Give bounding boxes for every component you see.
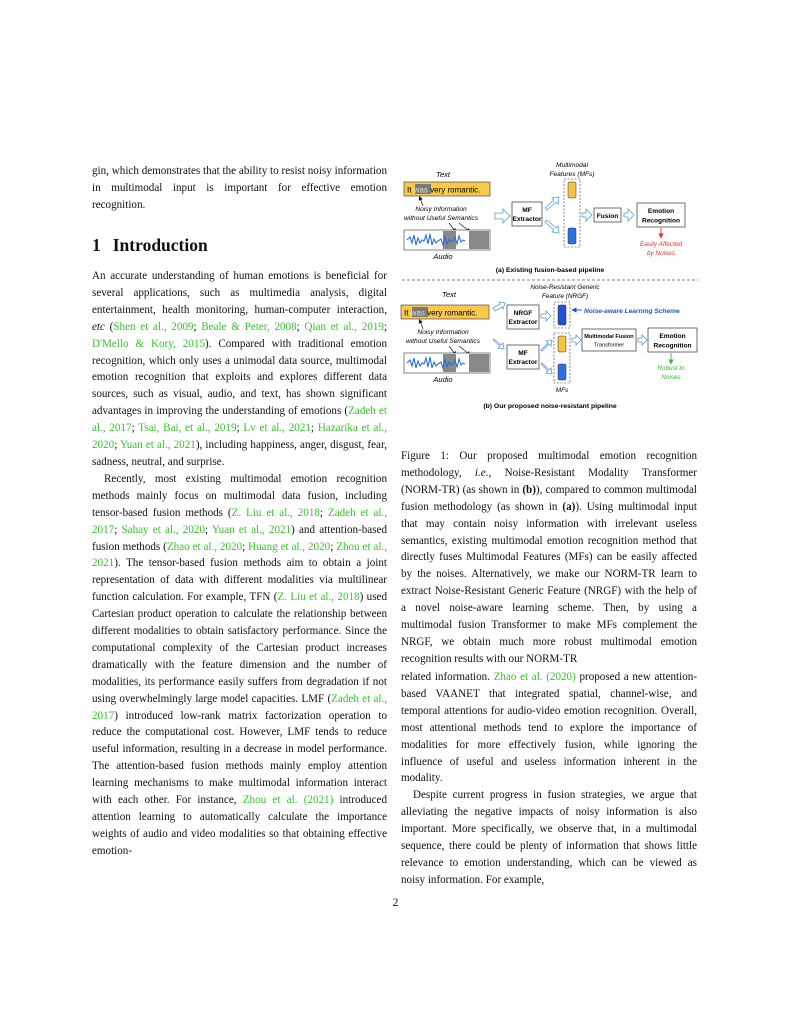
citation-link[interactable]: D'Mello & Kory, 2015 <box>92 337 205 350</box>
feature-yellow <box>568 182 576 198</box>
figure-1 <box>399 158 701 414</box>
feature-yellow <box>558 336 566 352</box>
citation-link[interactable]: Lv et al., 2021 <box>243 422 311 435</box>
panel-a <box>404 162 685 274</box>
noisy-info-label: Noisy Information <box>415 206 467 213</box>
paragraph-continued: related information. Zhao et al. (2020) proposed a new attention-based VAANET that integrated spatial, channel-wise, and temporal attentions for audio-video emotion recognition. Overall, most attentional methods tend to explore the importance of modalities for more effectively fusion, while ignoring the influence of useful and useless information inherent in the modality. <box>401 671 698 785</box>
citation-link[interactable]: Hazarika et al., 2020 <box>92 422 388 452</box>
mfs-label: MFs <box>555 387 569 394</box>
arrow-icon <box>624 209 634 221</box>
citation-link[interactable]: Qian et al., 2019 <box>304 320 384 333</box>
emotion-recognition-label: Emotion <box>659 333 686 340</box>
emotion-recognition-label: Emotion <box>647 208 675 215</box>
citation-link[interactable]: Yuan et al., 2021 <box>119 439 196 452</box>
subcaption-a: (a) Existing fusion-based pipeline <box>495 267 605 274</box>
arrow-icon <box>541 340 552 351</box>
text-label: Text <box>436 170 450 179</box>
sentence: It was very romantic. <box>407 185 481 195</box>
emotion-recognition-label: Recognition <box>641 217 681 225</box>
arrow-icon <box>541 311 551 321</box>
page-number: 2 <box>392 897 399 909</box>
arrow-icon <box>582 209 592 221</box>
arrow-icon <box>572 335 581 345</box>
fusion-label: Fusion <box>596 213 619 220</box>
arrow-icon <box>541 363 552 374</box>
mfs-label: Features (MFs) <box>549 171 595 178</box>
affected-label: by Noises <box>646 250 676 257</box>
robust-label: Noises <box>661 374 681 381</box>
panel-b <box>401 284 697 410</box>
citation-link[interactable]: Z. Liu et al., 2018 <box>231 506 320 519</box>
audio-noise <box>469 354 489 372</box>
arrow-icon <box>638 335 647 345</box>
paragraph-continued: gin, which demonstrates that the ability to resist noisy information in multimodal input is important for effective emotion recognition. <box>92 165 387 211</box>
figure-caption: Figure 1: Our proposed multimodal emotion recognition methodology, i.e., Noise-Resistant Modality Transformer (NORM-TR) (as shown in (b)), compared to common multimodal fusion methodology (as shown in (a)). Using multimodal input that may contain noisy information with irrelevant useless semantics, existing multimodal emotion recognition method that directly fuses Multimodal Features (MFs) can be easily affected by the noises. Alternatively, we make our NORM-TR learn to extract Noise-Resistant Generic Feature (NRGF) with the help of a novel noise-aware learning scheme. Then, by using a multimodal fusion Transformer to make MFs complement the NRGF, we obtain much more robust multimodal emotion recognition results with our NORM-TR <box>401 450 697 665</box>
nrgf-extractor-label: NRGF <box>513 310 533 317</box>
mf-extractor-label: MF <box>518 350 528 357</box>
audio-label: Audio <box>433 252 453 261</box>
fusion-transformer-label: Transformer <box>593 342 625 349</box>
right-column <box>401 669 697 889</box>
citation-link[interactable]: Z. Liu et al., 2018 <box>277 591 360 604</box>
emotion-recognition-label: Recognition <box>653 342 692 350</box>
feature-blue <box>558 364 566 380</box>
noisy-info-label: without Useful Semantics <box>403 215 479 222</box>
citation-link[interactable]: Beale & Peter, 2008 <box>201 320 297 333</box>
audio-label: Audio <box>433 375 453 384</box>
citation-link[interactable]: Yuan et al., 2021 <box>211 523 292 536</box>
arrow-icon <box>493 339 504 349</box>
mf-extractor-label: MF <box>522 207 532 214</box>
nrgf-label: Noise-Resistant Generic <box>530 284 600 291</box>
left-column <box>92 163 387 214</box>
arrow-icon <box>545 220 559 233</box>
noisy-info-label: Noisy Information <box>417 329 469 336</box>
arrow-icon <box>493 302 505 311</box>
nrgf-extractor-label: Extractor <box>508 319 538 326</box>
intro-paragraph-2: Recently, most existing multimodal emotion recognition methods mainly focus on multimodal data fusion, including tensor-based fusion methods (Z. Liu et al., 2018; Zadeh et al., 2017; Sahay et al., 2020; Yuan et al., 2021) and attention-based fusion methods (Zhao et al., 2020; Huang et al., 2020; Zhou et al., 2021). The tensor-based fusion methods aim to obtain a joint representation of data with different modalities via multilinear function calculation. For example, TFN (Z. Liu et al., 2018) used Cartesian product operation to calculate the relationship between different modalities to obtain satisfactory performance. Since the computational complexity of the Cartesian product increases dramatically with the feature dimension and the number of modalities, its performance easily suffers from degradation if not using overwhelmingly large model capacities. LMF (Zadeh et al., 2017) introduced low-rank matrix factorization operation to reduce the computational cost. However, LMF tends to reduce useful information, resulting in a decrease in model performance. The attention-based fusion methods mainly employ attention learning mechanisms to make multimodal information interact with each other. For instance, Zhou et al. (2021) introduced attention learning to automatically calculate the importance weights of audio and video modalities so that obtaining effective emotion- <box>92 472 388 857</box>
section-number: 1 <box>92 235 101 255</box>
citation-link[interactable]: Shen et al., 2009 <box>113 320 194 333</box>
paragraph: Despite current progress in fusion strategies, we argue that alleviating the negative impacts of noisy information is also important. More specifically, we observe that, in a multimodal sequence, there could be plenty of information that shows little relevance to emotion understanding, which can be viewed as noisy information. For example, <box>401 789 697 886</box>
subcaption-b: (b) Our proposed noise-resistant pipeline <box>483 403 617 410</box>
citation-link[interactable]: Zadeh et al., 2017 <box>92 506 388 536</box>
robust-label: Robust to <box>657 365 685 372</box>
nrgf-feature <box>558 305 566 325</box>
citation-link[interactable]: Huang et al., 2020 <box>248 540 331 553</box>
intro-body <box>92 268 387 860</box>
arrow-icon <box>545 197 559 210</box>
mf-extractor-label: Extractor <box>508 359 538 366</box>
section-heading <box>92 235 208 256</box>
citation-link[interactable]: Zhou et al. (2021) <box>242 794 334 807</box>
nrgf-label: Feature (NRGF) <box>541 293 589 300</box>
mf-extractor-label: Extractor <box>512 216 542 223</box>
noisy-info-label: without Useful Semantics <box>405 338 481 345</box>
intro-paragraph-1: An accurate understanding of human emotions is beneficial for several applications, such as multimedia analysis, digital entertainment, health monitoring, human-computer interaction, etc (Shen et al., 2009; Beale & Peter, 2008; Qian et al., 2019; D'Mello & Kory, 2015). Compared with traditional emotion recognition, which only uses a unimodal data source, multimodal emotion recognition that exploits and explores different data sources, such as visual, audio, and text, has shown significant advantages in improving the understanding of emotions (Zadeh et al., 2017; Tsai, Bai, et al., 2019; Lv et al., 2021; Hazarika et al., 2020; Yuan et al., 2021), including happiness, anger, disgust, fear, sadness, neutral, and surprise. <box>92 270 388 468</box>
citation-link[interactable]: Zadeh et al., 2017 <box>92 405 387 435</box>
citation-link[interactable]: Tsai, Bai, et al., 2019 <box>138 422 237 435</box>
figure-label: Figure 1: <box>401 450 449 462</box>
sentence: It was very romantic. <box>404 308 478 318</box>
feature-blue <box>568 228 576 244</box>
text-label: Text <box>442 290 456 299</box>
arrow-icon <box>495 209 510 223</box>
citation-link[interactable]: Zhao et al. (2020) <box>493 671 576 683</box>
scheme-label: Noise-aware Learning Scheme <box>584 308 680 315</box>
citation-link[interactable]: Zhao et al., 2020 <box>166 540 243 553</box>
citation-link[interactable]: Zadeh et al., 2017 <box>92 692 387 722</box>
section-title: Introduction <box>112 235 208 255</box>
audio-noise <box>469 231 489 249</box>
fusion-transformer-label: Multimodal Fusion <box>584 334 634 340</box>
mfs-label: Multimodal <box>556 162 588 169</box>
citation-link[interactable]: Sahay et al., 2020 <box>121 523 205 536</box>
citation-link[interactable]: Zhou et al., 2021 <box>92 540 387 570</box>
affected-label: Easily Affected <box>639 241 683 248</box>
